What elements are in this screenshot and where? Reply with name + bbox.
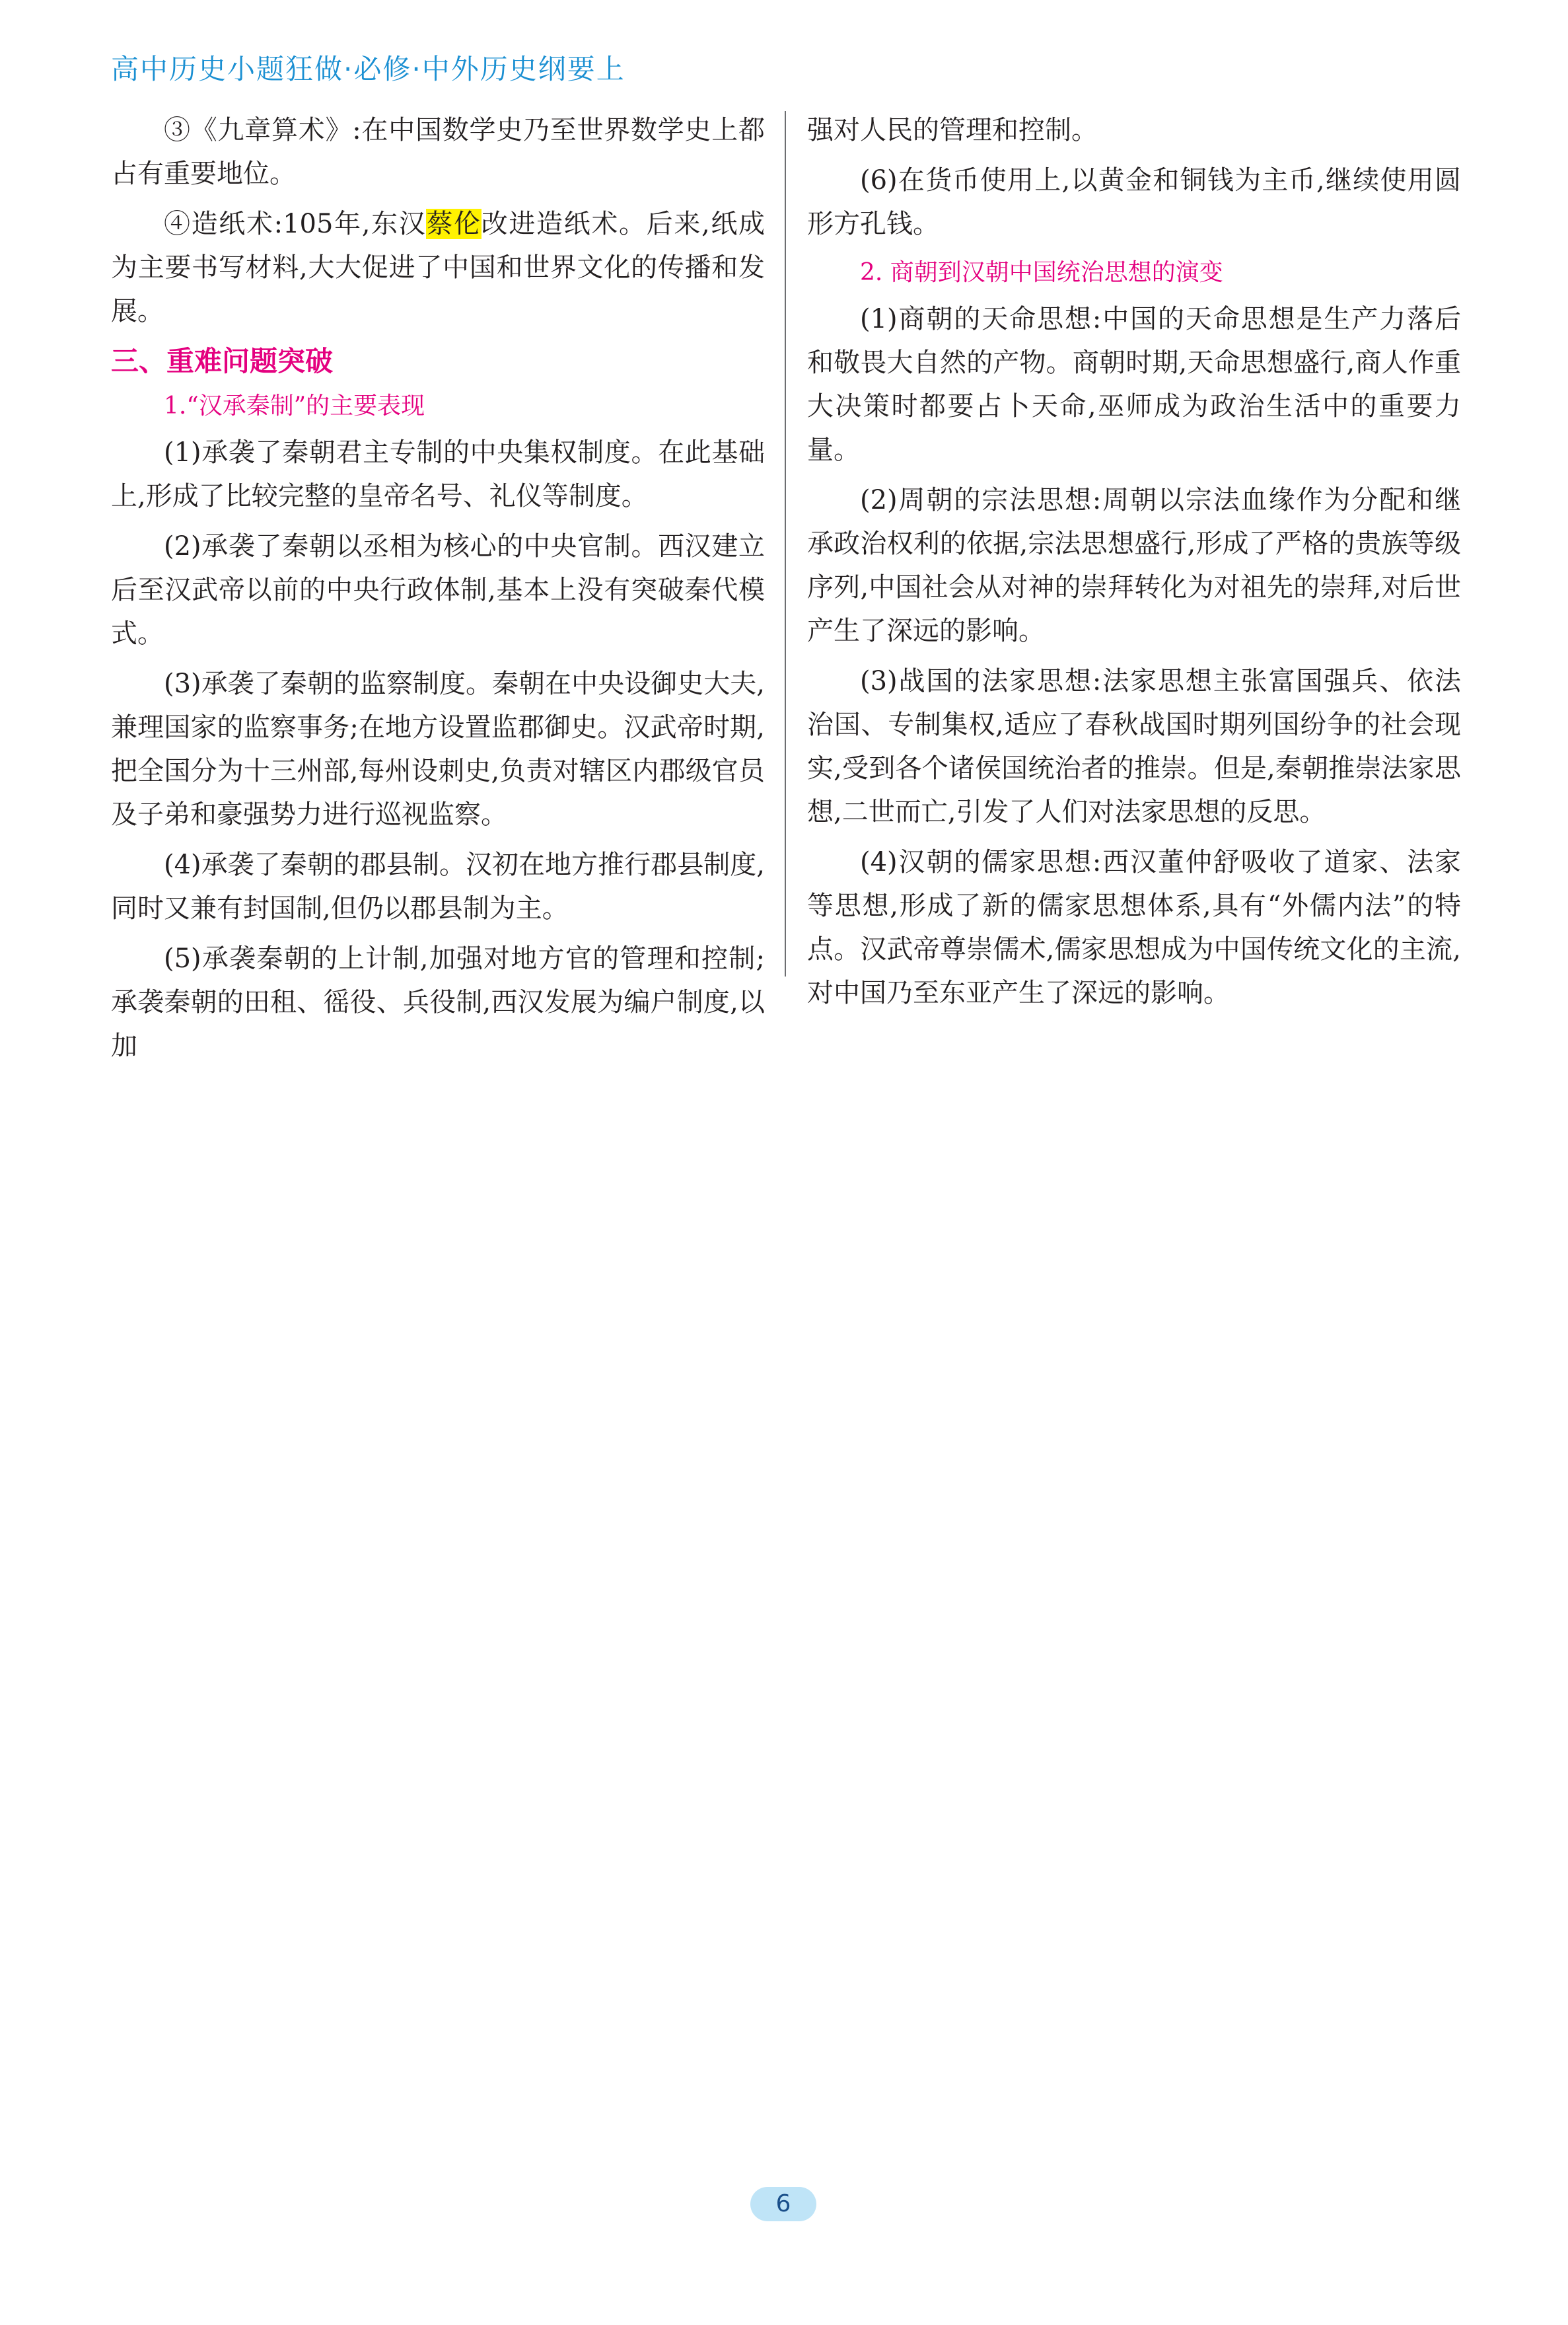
item4-text-after: 改进造纸术。后来,纸成为主要书写材料,大大促进了中国和世界文化的传播和发展。 (111, 209, 766, 326)
paragraph-thought-3: (3)战国的法家思想:法家思想主张富国强兵、依法治国、专制集权,适应了春秋战国时期列国纷争的社会现实,受到各个诸侯国统治者的推崇。但是,秦朝推崇法家思想,二世而亡,引发了人们对法家思想的反思。 (807, 666, 1461, 827)
paragraph-item-3: ③《九章算术》:在中国数学史乃至世界数学史上都占有重要地位。 (111, 115, 765, 189)
paragraph-point-5-continued: 强对人民的管理和控制。 (807, 115, 1098, 145)
subtitle-ruling-thought: 2. 商朝到汉朝中国统治思想的演变 (860, 259, 1223, 286)
paragraph-point-1: (1)承袭了秦朝君主专制的中央集权制度。在此基础上,形成了比较完整的皇帝名号、礼仪等制度。 (111, 437, 765, 511)
subtitle-han-inherits-qin: 1.“汉承秦制”的主要表现 (164, 392, 425, 420)
running-head-title: 高中历史小题狂做·必修·中外历史纲要上 (111, 53, 625, 85)
page-number: 6 (750, 2187, 816, 2221)
right-column (807, 108, 1461, 1021)
highlighted-name: 蔡伦 (426, 209, 481, 239)
paragraph-thought-4: (4)汉朝的儒家思想:西汉董仲舒吸收了道家、法家等思想,形成了新的儒家思想体系,具有“外儒内法”的特点。汉武帝尊崇儒术,儒家思想成为中国传统文化的主流,对中国乃至东亚产生了深远的影响。 (807, 847, 1461, 1008)
item4-text-before: ④造纸术:105年,东汉 (164, 209, 427, 239)
paragraph-point-6: (6)在货币使用上,以黄金和铜钱为主币,继续使用圆形方孔钱。 (807, 165, 1461, 239)
paragraph-thought-1: (1)商朝的天命思想:中国的天命思想是生产力落后和敬畏大自然的产物。商朝时期,天命思想盛行,商人作重大决策时都要占卜天命,巫师成为政治生活中的重要力量。 (807, 304, 1461, 465)
paragraph-thought-2: (2)周朝的宗法思想:周朝以宗法血缘作为分配和继承政治权利的依据,宗法思想盛行,形成了严格的贵族等级序列,中国社会从对神的崇拜转化为对祖先的崇拜,对后世产生了深远的影响。 (807, 485, 1461, 646)
paragraph-point-4: (4)承袭了秦朝的郡县制。汉初在地方推行郡县制度,同时又兼有封国制,但仍以郡县制为主。 (111, 850, 765, 924)
paragraph-point-5: (5)承袭秦朝的上计制,加强对地方官的管理和控制;承袭秦朝的田租、徭役、兵役制,西汉发展为编户制度,以加 (111, 943, 765, 1061)
paragraph-point-3: (3)承袭了秦朝的监察制度。秦朝在中央设御史大夫,兼理国家的监察事务;在地方设置监郡御史。汉武帝时期,把全国分为十三州部,每州设刺史,负责对辖区内郡级官员及子弟和豪强势力进行巡视监察。 (111, 669, 765, 830)
left-column (111, 108, 765, 1074)
paragraph-item-4 (111, 202, 765, 333)
section-title: 三、重难问题突破 (111, 345, 334, 377)
paragraph-point-2: (2)承袭了秦朝以丞相为核心的中央官制。西汉建立后至汉武帝以前的中央行政体制,基本上没有突破秦代模式。 (111, 531, 765, 649)
column-divider (785, 111, 786, 977)
